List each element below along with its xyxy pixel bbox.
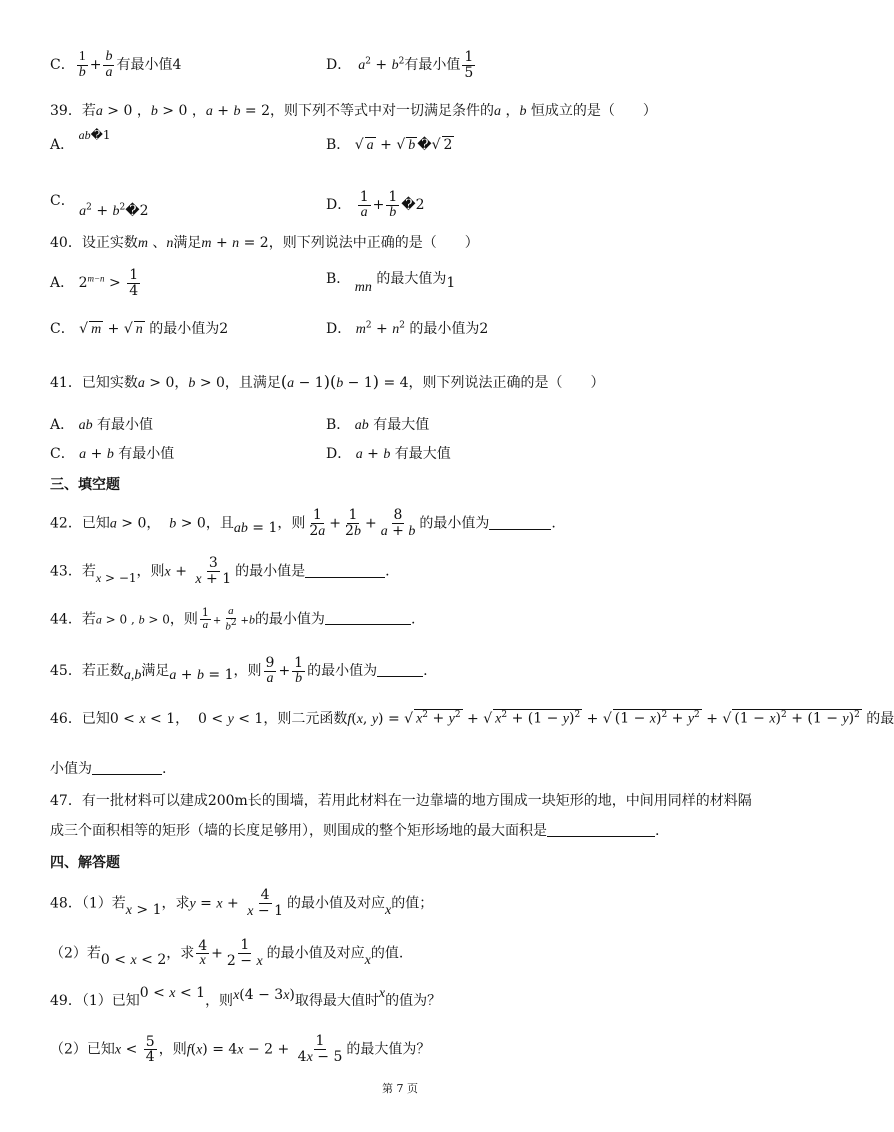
q38-option-d: D． $a^2 + b^2$有最小值 $\frac{1}{5}$ <box>326 49 474 81</box>
q49-part1: 49．（1）已知0 < x < 1，则x(4 − 3x)取得最大值时x的值为？ <box>50 985 442 1009</box>
q39-option-d: D． $\frac{1}{a}$ + $\frac{1}{b}$ �2 <box>326 189 425 220</box>
q48-part2: （2）若0 < x < 2，求 $\frac{4}{x}$ + $\frac{1}{2 - x}$ 的最小值及对应x的值. <box>50 937 404 969</box>
q43: 43．若x > −1，则x + $\frac{3}{x + 1}$ 的最小值是 . <box>50 555 390 587</box>
q39-option-c: C． $a^2$ + $b^2�2$ <box>50 193 149 219</box>
q38-option-c: C． $\frac{1}{b}$ + $\frac{b}{a}$ 有最小值4 <box>50 49 182 80</box>
q47-line1: 47．有一批材料可以建成200m长的围墙，若用此材料在一边靠墙的地方围成一块矩形的地，中间用同样的材料隔 <box>50 793 752 809</box>
q40-option-b: B． mn 的最大值为1 <box>326 271 456 295</box>
page-footer: 第 7 页 <box>382 1082 418 1095</box>
q45: 45．若正数a,b满足a + b = 1，则 $\frac{9}{a}$ + $\frac{1}{b}$ 的最小值为 . <box>50 655 428 686</box>
q46-continued: 小值为 . <box>50 761 167 777</box>
section-fill-in-heading: 三、填空题 <box>50 477 120 493</box>
q47-line2: 成三个面积相等的矩形（墙的长度足够用），则围成的整个矩形场地的最大面积是 . <box>50 823 660 839</box>
section-answer-heading: 四、解答题 <box>50 855 120 871</box>
q41-option-a: A． ab 有最小值 <box>50 417 154 433</box>
q48-part1: 48．（1）若x > 1，求y = x + $\frac{4}{x - 1}$ 的最小值及对应x的值； <box>50 887 434 919</box>
q40-stem: 40．设正实数m 、n满足m + n = 2，则下列说法中正确的是（ ） <box>50 235 479 251</box>
q40-option-c: C． √ m + √ n 的最小值为2 <box>50 321 229 337</box>
q41-option-b: B． ab 有最大值 <box>326 417 430 433</box>
q39-option-b: B． √ a + √ b �√ 2 <box>326 137 453 153</box>
q44: 44．若a > 0 , b > 0，则 $\frac{1}{a}$ + $\frac{a}{b^2}$ +b的最小值为 . <box>50 605 416 633</box>
q41-option-c: C． a + b 有最小值 <box>50 446 175 462</box>
q39-stem: 39．若a > 0 ，b > 0 ，a + b = 2，则下列不等式中对一切满足条件的a ，b 恒成立的是（ ） <box>50 103 657 119</box>
q40-option-a: A． $2^{m-n}$ > $\frac{1}{4}$ <box>50 267 139 299</box>
q49-part2: （2）已知x < $\frac{5}{4}$ ，则f(x) = 4x − 2 + $\frac{1}{4x - 5}$ 的最大值为？ <box>50 1033 431 1066</box>
q40-option-d: D． $m^2 + n^2$ 的最小值为2 <box>326 320 489 337</box>
q42: 42．已知a > 0， b > 0，且ab = 1，则 $\frac{1}{2a}$ + $\frac{1}{2b}$ + $\frac{8}{a + b}$ 的最小值为 . <box>50 507 556 539</box>
q46: 46．已知0 < x < 1， 0 < y < 1，则二元函数f(x, y) = √ $x^2 + y^2$ + √ $x^2 + (1 - y)^2$ + √ $(1 - x)^2 + y^2$ + √ $(1 - x)^2 + (1 - y)^2$ 的最 <box>50 710 894 727</box>
q39-option-a: A． ab�1 <box>50 128 111 153</box>
q41-stem: 41．已知实数a > 0，b > 0，且满足(a − 1)(b − 1) = 4，则下列说法正确的是（ ） <box>50 372 605 391</box>
q41-option-d: D． a + b 有最大值 <box>326 446 451 462</box>
